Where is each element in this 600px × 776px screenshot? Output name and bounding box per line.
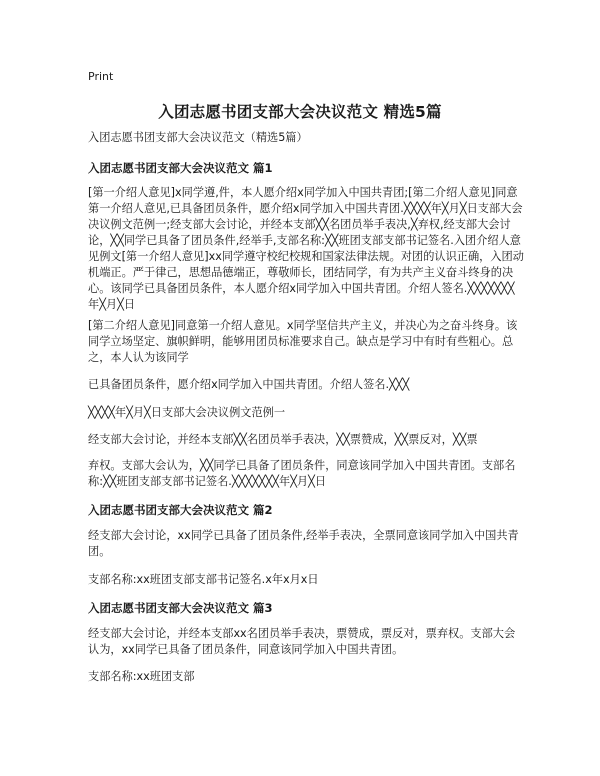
section-2-paragraph-1: 经支部大会讨论，xx同学已具备了团员条件,经举手表决，全票同意该同学加入中国共青团。 (88, 529, 519, 558)
section-1-paragraph-5: 经支部大会讨论，并经本支部╳╳名团员举手表决，╳╳票赞成，╳╳票反对，╳╳票 (88, 433, 478, 446)
section-3-paragraph-1: 经支部大会讨论，并经本支部xx名团员举手表决，票赞成，票反对，票弃权。支部大会认为，xx同学已具备了团员条件，同意该同学加入中国共青团。 (88, 627, 516, 656)
section-3-paragraph-2: 支部名称:xx班团支部 (88, 670, 195, 683)
section-1-paragraph-2: [第二介绍人意见]同意第一介绍人意见。x同学坚信共产主义，并决心为之奋斗终身。该同学立场坚定、旗帜鲜明，能够用团员标准要求自己。缺点是学习中有时有些粗心。总之，本人认为该同学 (88, 319, 518, 364)
section-2-paragraph-2: 支部名称:xx班团支部支部书记签名.x年x月x日 (88, 573, 319, 586)
document-subtitle: 入团志愿书团支部大会决议范文（精选5篇） (88, 131, 308, 144)
print-label: Print (88, 70, 114, 83)
section-1-paragraph-3: 已具备团员条件，愿介绍x同学加入中国共青团。介绍人签名.╳╳╳ (88, 378, 410, 391)
page-title: 入团志愿书团支部大会决议范文 精选5篇 (158, 103, 442, 121)
section-1-paragraph-4: ╳╳╳╳年╳月╳日支部大会决议例文范例一 (88, 406, 286, 419)
section-1-heading: 入团志愿书团支部大会决议范文 篇1 (88, 161, 273, 175)
section-1-paragraph-6: 弃权。支部大会认为，╳╳同学已具备了团员条件，同意该同学加入中国共青团。支部名称:╳╳班团支部支部书记签名.╳╳╳╳╳╳╳年╳月╳日 (88, 459, 516, 488)
section-2-heading: 入团志愿书团支部大会决议范文 篇2 (88, 503, 273, 517)
section-1-paragraph-1: [第一介绍人意见]x同学遵,件，本人愿介绍x同学加入中国共青团;[第二介绍人意见]同意第一介绍人意见,已具备团员条件，愿介绍x同学加入中国共青团.╳╳╳╳年╳月╳日支部大会决议例文范例一;经支部大会讨论，并经本支部╳╳名团员举手表决,╳弃权,经支部大会讨论，╳╳同学已具备了团员条件,经举手,支部名称:╳╳班团支部支部书记签名.入团介绍人意见例文[第一介绍人意见]xx同学遵守校纪校规和国家法律法规。对团的认识正确，入团动机端正。严于律己，思想品德端正，尊敬师长，团结同学，有为共产主义奋斗终身的决心。该同学已具备团员条件，本人愿介绍x同学加入中国共青团。介绍人签名.╳╳╳╳╳╳╳年╳月╳日 (88, 186, 524, 311)
section-3-heading: 入团志愿书团支部大会决议范文 篇3 (88, 601, 273, 615)
